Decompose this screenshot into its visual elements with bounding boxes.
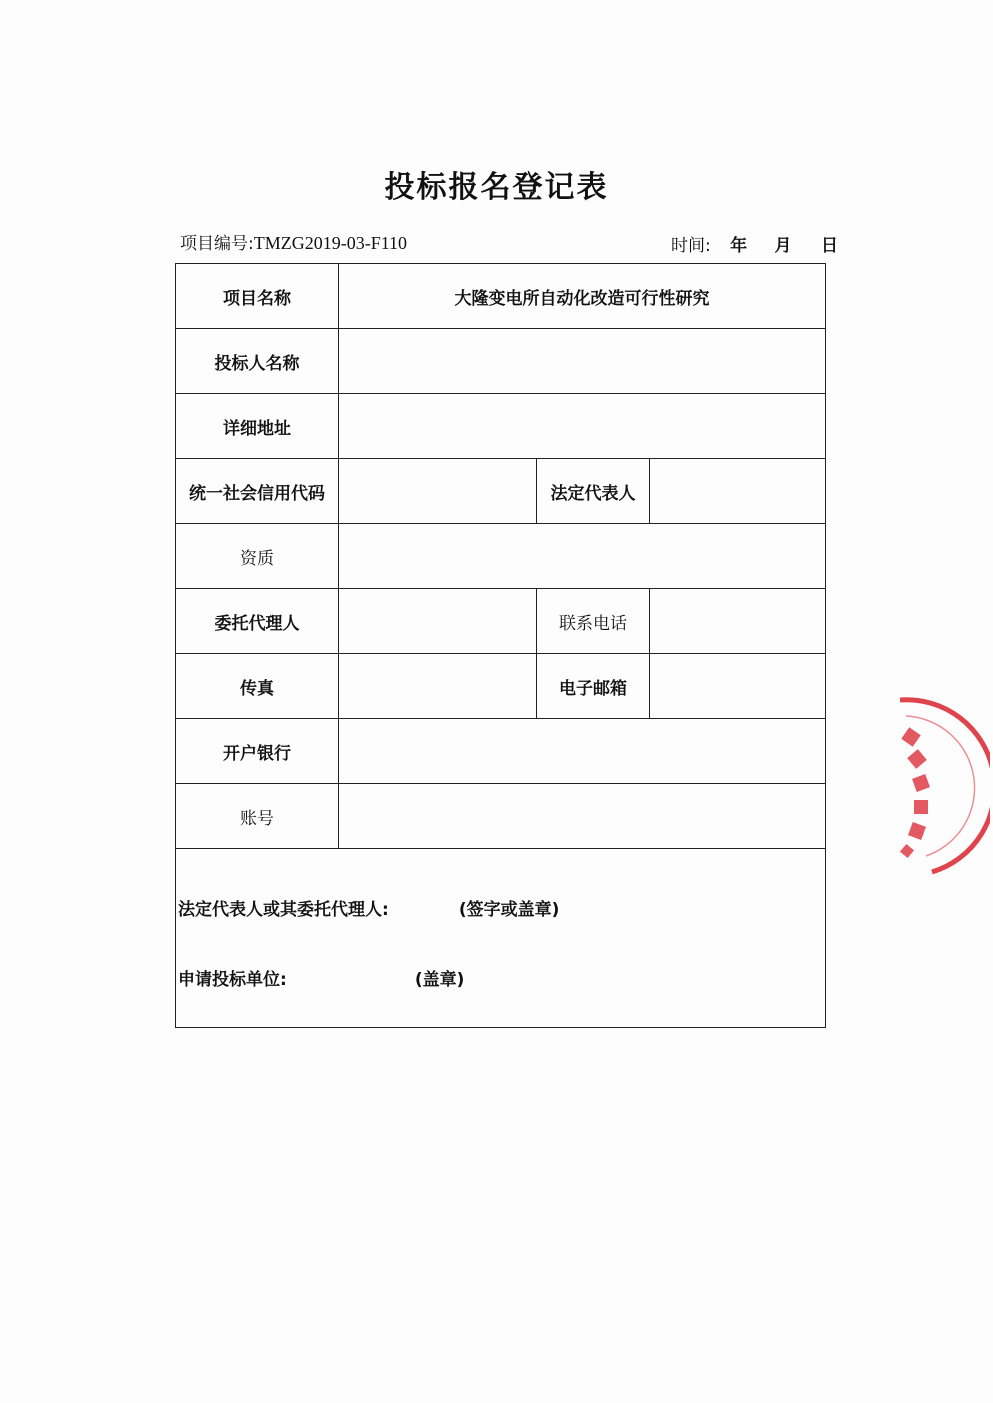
applicant-note: (盖章) <box>414 970 465 990</box>
project-number-value: TMZG2019-03-F110 <box>253 233 408 253</box>
time-label: 时间: <box>671 236 711 256</box>
signature-note: (签字或盖章) <box>458 900 560 920</box>
credit-code-field[interactable] <box>339 459 537 524</box>
agent-field[interactable] <box>339 589 537 654</box>
fax-label: 传真 <box>176 654 339 719</box>
bidder-name-label: 投标人名称 <box>176 329 339 394</box>
phone-label: 联系电话 <box>537 589 650 654</box>
address-label: 详细地址 <box>176 394 339 459</box>
table-row <box>176 589 826 654</box>
table-row <box>176 719 826 784</box>
legal-rep-field[interactable] <box>650 459 826 524</box>
applicant-label: 申请投标单位: <box>178 970 287 990</box>
address-field[interactable] <box>339 394 826 459</box>
table-row <box>176 459 826 524</box>
project-number <box>180 229 407 254</box>
day-label: 日 <box>820 236 838 256</box>
qualification-field[interactable] <box>339 524 826 589</box>
table-row <box>176 264 826 329</box>
table-row <box>176 784 826 849</box>
table-row <box>176 329 826 394</box>
project-name-label: 项目名称 <box>176 264 339 329</box>
agent-label: 委托代理人 <box>176 589 339 654</box>
account-field[interactable] <box>339 784 826 849</box>
registration-table <box>175 263 826 1028</box>
applicant-line <box>178 965 464 990</box>
date-line <box>671 231 838 256</box>
year-label: 年 <box>730 236 748 256</box>
phone-field[interactable] <box>650 589 826 654</box>
bank-field[interactable] <box>339 719 826 784</box>
document-title: 投标报名登记表 <box>384 170 609 205</box>
table-row <box>176 654 826 719</box>
signature-line <box>178 895 559 920</box>
credit-code-label: 统一社会信用代码 <box>176 459 339 524</box>
table-row <box>176 394 826 459</box>
account-label: 账号 <box>176 784 339 849</box>
fax-field[interactable] <box>339 654 537 719</box>
legal-rep-label: 法定代表人 <box>537 459 650 524</box>
email-label: 电子邮箱 <box>537 654 650 719</box>
bank-label: 开户银行 <box>176 719 339 784</box>
red-seal-icon <box>870 690 990 890</box>
signature-label: 法定代表人或其委托代理人: <box>178 900 389 920</box>
bidder-name-field[interactable] <box>339 329 826 394</box>
project-name-value: 大隆变电所自动化改造可行性研究 <box>339 264 826 329</box>
month-label: 月 <box>774 236 792 256</box>
email-field[interactable] <box>650 654 826 719</box>
signature-row <box>176 849 826 1028</box>
signature-area[interactable] <box>176 849 826 1028</box>
table-row <box>176 524 826 589</box>
qualification-label: 资质 <box>176 524 339 589</box>
project-number-label: 项目编号: <box>180 234 254 254</box>
